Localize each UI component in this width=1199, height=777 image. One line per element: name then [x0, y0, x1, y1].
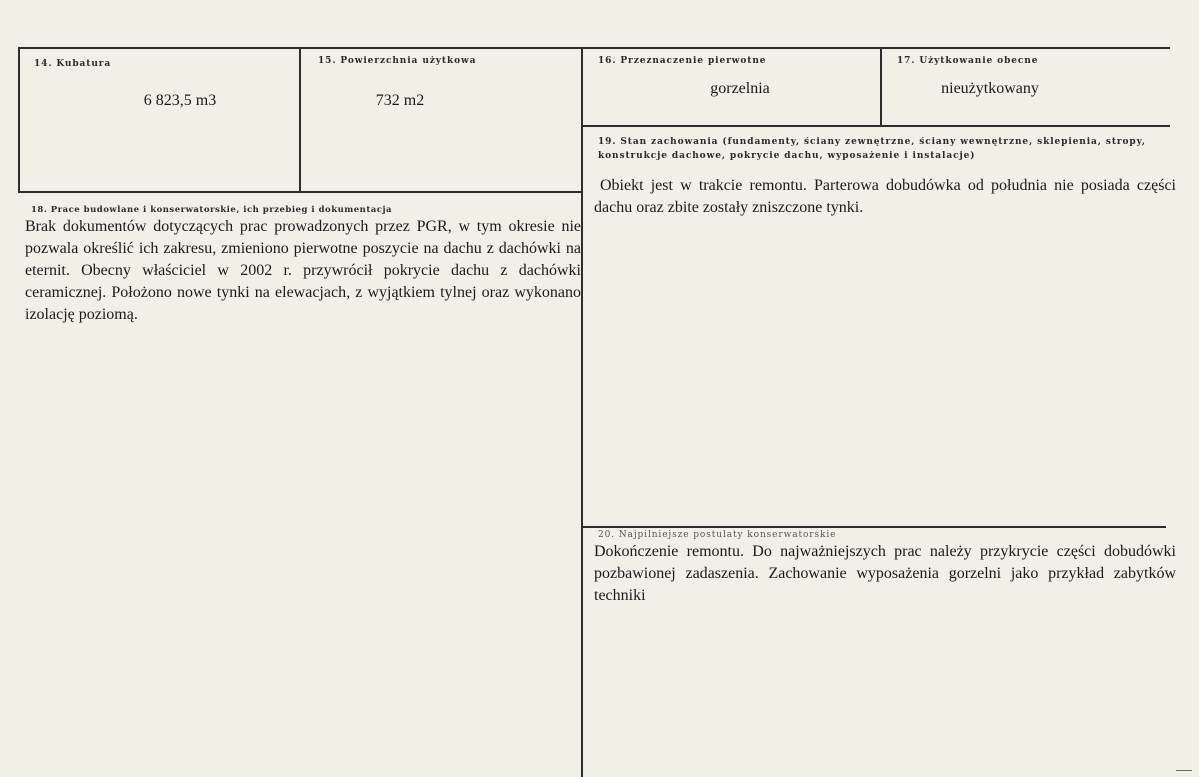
divider-14-15: [299, 47, 301, 192]
field-18-text: Brak dokumentów dotyczących prac prowadzonych przez PGR, w tym okresie nie pozwala określić ich zakresu, zmieniono pierwotne poszycie na dachu z dachówki na eternit. Obecny właściciel w 2002 r. przywrócił pokrycie dachu z dachówki ceramicznej. Położono nowe tynki na elewacjach, z wyjątkiem tylnej oraz wykonano izolację poziomą.: [25, 218, 581, 323]
field-20-label: 20. Najpilniejsze postulaty konserwatorskie: [598, 530, 837, 540]
field-14-label: 14. Kubatura: [34, 59, 112, 69]
field-19-text: Obiekt jest w trakcie remontu. Parterowa dobudówka od południa nie posiada części dachu oraz zbite zostały zniszczone tynki.: [594, 177, 1176, 216]
field-19-label: 19. Stan zachowania (fundamenty, ściany zewnętrzne, ściany wewnętrzne, sklepienia, stropy, konstrukcje dachowe, pokrycie dachu, wyposażenie i instalacje): [598, 137, 1146, 161]
divider-16-17: [880, 47, 882, 125]
field-15-label: 15. Powierzchnia użytkowa: [318, 56, 477, 66]
field-17-label: 17. Użytkowanie obecne: [897, 56, 1039, 66]
field-20-text: Dokończenie remontu. Do najważniejszych prac należy przykrycie części dobudówki pozbawionej zadaszenia. Zachowanie wyposażenia gorzelni jako przykład zabytków techniki: [594, 543, 1176, 604]
field-17-value: nieużytkowany: [941, 80, 1039, 97]
divider-left-right: [581, 47, 583, 777]
rule-below-14-15: [18, 191, 583, 193]
left-border: [18, 47, 20, 193]
field-15-value: 732 m2: [375, 92, 425, 109]
edge-mark: [1176, 770, 1192, 771]
field-16-label: 16. Przeznaczenie pierwotne: [598, 56, 767, 66]
field-18-label: 18. Prace budowlane i konserwatorskie, ich przebieg i dokumentacja: [31, 205, 393, 215]
top-rule: [18, 47, 1170, 49]
rule-below-16-17: [581, 125, 1170, 127]
field-14-value: 6 823,5 m3: [143, 92, 217, 109]
field-16-value: gorzelnia: [710, 80, 770, 97]
